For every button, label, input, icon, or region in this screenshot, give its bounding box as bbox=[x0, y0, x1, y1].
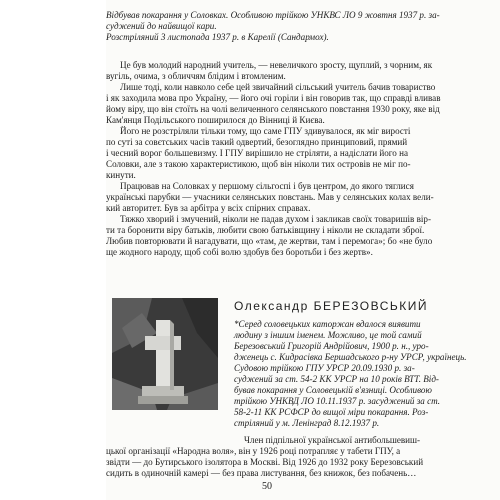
intro-italic-line: Відбував покарання у Соловках. Особливою трійкою УНКВС ЛО 9 жовтня 1937 р. за- bbox=[106, 10, 440, 20]
body-line: Любив повторювати й нагадувати, що «там, де жертви, там і перемога»; бо «не було bbox=[106, 236, 433, 246]
body-line: Його не розстріляли тільки тому, що саме ГПУ здивувалося, як міг виростi bbox=[120, 126, 411, 136]
body-line: по суті за совєтських часів такий одвертий, безоглядно принциповий, прямий bbox=[106, 137, 408, 147]
body-line: Лише тоді, коли навколо себе цей звичайний сільський учитель бачив товариство bbox=[120, 82, 436, 92]
bio-italic-line: Березовський Григорій Андрійович, 1900 р. н., уро- bbox=[234, 341, 429, 351]
bio-italic-line: трійкою УНКВД ЛО 10.11.1937 р. засуджений за ст. bbox=[234, 396, 441, 406]
body-line: цької організації «Народна воля», він у 1926 році потрапляє у табети ГПУ, а bbox=[106, 446, 401, 456]
page-number: 50 bbox=[262, 481, 272, 492]
body-line: кинути. bbox=[106, 170, 136, 180]
body-line: Це був молодий народний учитель, — невеличкого зросту, щуплий, з чорним, як bbox=[120, 60, 433, 70]
body-line: українські парубки — учасники селянських повстань. Мав у селянських колах вели- bbox=[106, 192, 434, 202]
body-line: ще жодного народу, щоб собі волю здобув без боротьби і без жертв». bbox=[106, 247, 373, 257]
body-line: Працював на Соловках у першому сільгоспі і був центром, до якого тяглися bbox=[120, 181, 414, 191]
body-line: ти та боронити віру батьків, любити свою батьківщину і ніколи не складати зброї. bbox=[106, 225, 425, 235]
body-line: Член підпільної української антибольшевиш- bbox=[244, 435, 421, 445]
bio-italic-line: Судовою трійкою ГПУ УРСР 20.09.1930 р. за- bbox=[234, 363, 415, 373]
body-line: Тяжко хворий і змучений, ніколи не падав духом і закликав своїх товаришів вір- bbox=[120, 214, 432, 224]
bio-italic-line: дженець с. Кидрасівка Бершадського р-ну УРСР, українець. bbox=[234, 352, 467, 362]
book-page bbox=[106, 0, 500, 500]
bio-italic-line: стріляний у м. Ленінград 8.12.1937 р. bbox=[234, 418, 380, 428]
memorial-photo bbox=[112, 298, 218, 410]
body-line: і чесний ворог большевизму. І ГПУ вирішило не стріляти, а надіслати його на bbox=[106, 148, 409, 158]
bio-italic-line: бував покарання у Соловецькій в'язниці. Особливою bbox=[234, 385, 432, 395]
body-line: Соловки, але з такою характеристикою, щоб він ніколи тих островів не міг по- bbox=[106, 159, 411, 169]
body-line: йому віру, що він стоїть на чолі величенного селянського повстання 1930 року, яке від bbox=[106, 104, 440, 114]
bio-italic-line: суджений за ст. 54-2 КК УРСР на 10 років ВТТ. Від- bbox=[234, 374, 439, 384]
body-line: вугіль, очима, з обличчям блідим і втомленим. bbox=[106, 71, 286, 81]
body-line: і як заходила мова про Україну, — його очі горіли і він говорив так, що справді вливав bbox=[106, 93, 441, 103]
body-line: сидить в одиночній камері — без права листування, без книжок, без побачень… bbox=[106, 468, 417, 478]
bio-italic-line: *Серед соловецьких каторжан вдалося виявити bbox=[234, 319, 421, 329]
body-line: Кам'янця Подільського поширилося до Вінниці й Києва. bbox=[106, 115, 325, 125]
bio-italic-line: людину з іншим іменем. Можливо, це той самий bbox=[234, 330, 422, 340]
bio-italic-line: 58-2-11 КК РСФСР до вищої міри покарання. Роз- bbox=[234, 407, 429, 417]
intro-italic-line: Розстріляний 3 листопада 1937 р. в Карелії (Сандармох). bbox=[106, 32, 329, 42]
body-line: звідти — до Бутирського ізолятора в Москві. Від 1926 до 1932 року Березовський bbox=[106, 457, 424, 467]
body-line: кий авторитет. Був за арбітра у всіх спірних справах. bbox=[106, 203, 311, 213]
intro-italic-line: суджений до найвищої кари. bbox=[106, 21, 217, 31]
person-name-heading: Олександр БЕРЕЗОВСЬКИЙ bbox=[234, 299, 429, 313]
